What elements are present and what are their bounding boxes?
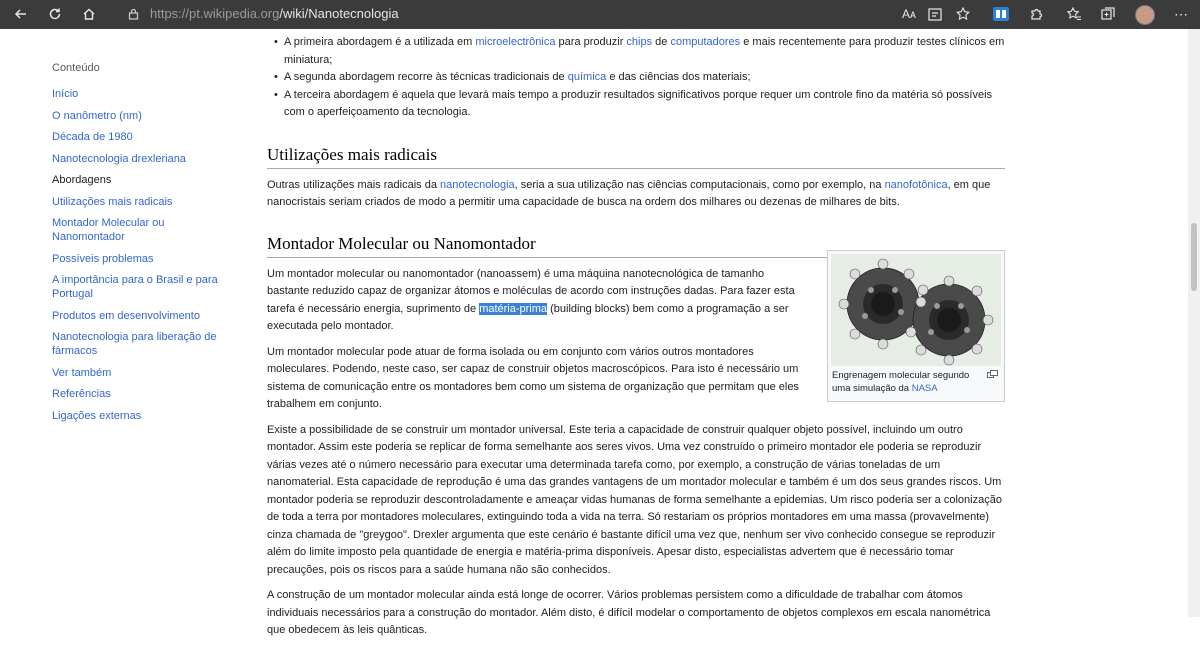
link-nanofotonica[interactable]: nanofotônica bbox=[884, 178, 948, 191]
link-nasa[interactable]: NASA bbox=[911, 383, 938, 394]
scrollbar-thumb[interactable] bbox=[1191, 223, 1197, 291]
link-materia-prima[interactable]: matéria-prima bbox=[479, 302, 548, 315]
list-item: • A terceira abordagem é aquela que levará mais tempo a produzir resultados significativos porque requer um controle fino da matéria só possíveis com o aperfeiçoamento da tecnologia. bbox=[267, 87, 1005, 122]
link-microelectronica[interactable]: microelectrônica bbox=[475, 36, 556, 48]
immersive-reader-icon[interactable] bbox=[922, 2, 948, 26]
paragraph-montador-3: Existe a possibilidade de se construir um montador universal. Este teria a capacidade de construir qualquer objeto possível, incluindo um outro montador. Assim este poderia se replicar de forma semelhante aos seres vivos. Uma vez construído o primeiro montador ele poderia se reproduzir várias vezes até o número necessário para executar uma determinada tarefa como, por exemplo, a construção de várias toneladas de um nanomaterial. Esta capacidade de reprodução é uma das grandes vantagens de um montador molecular e também é um dos seus grandes riscos. Um montador poderia se reproduzir descontroladamente e ameaçar vidas humanas de forma semelhante a epidemias. Um risco poderia ser a colonização de toda a terra por montadores moleculares, extinguindo toda a vida na terra. Só restariam os próprios montadores em uma massa (provavelmente) cinza chamada de "greygoo". Drexler argumenta que este cenário é bastante difícil uma vez que, nenhum ser vivo conhecido consegue se reproduzir além do limite imposto pela quantidade de energia e matéria-prima disponíveis. Apesar disto, especialistas advertem que é necessário tomar precauções, pois os riscos para a saúde humana não são conhecidos. bbox=[267, 423, 1002, 576]
paragraph-montador-4: A construção de um montador molecular ainda está longe de ocorrer. Vários problemas persistem como a dificuldade de trabalhar com átomos individuais necessários para a construção do montador. Além disto, é difícil modelar o comportamento de objetos complexos em escala nanométrica que obedecem às leis quânticas. bbox=[267, 589, 991, 636]
enlarge-icon[interactable] bbox=[987, 370, 998, 381]
link-nanotecnologia[interactable]: nanotecnologia bbox=[440, 178, 515, 191]
toc-item-montador-molecular[interactable]: Montador Molecular ou Nanomontador bbox=[52, 217, 165, 243]
link-quimica[interactable]: química bbox=[567, 71, 607, 83]
lock-icon[interactable] bbox=[120, 2, 146, 26]
toc-item-importancia-brasil-portugal[interactable]: A importância para o Brasil e para Portugal bbox=[52, 274, 218, 300]
toc-item-produtos-desenvolvimento[interactable]: Produtos em desenvolvimento bbox=[52, 309, 200, 322]
home-icon[interactable] bbox=[76, 2, 102, 26]
read-aloud-label: Aᴀ bbox=[902, 7, 916, 21]
toc-title: Conteúdo bbox=[52, 62, 100, 74]
toc-item-nanometro[interactable]: O nanômetro (nm) bbox=[52, 109, 142, 122]
section-heading-utilizacoes: Utilizações mais radicais bbox=[267, 144, 1005, 169]
url-path: /wiki/Nanotecnologia bbox=[279, 6, 399, 21]
extension-reader-icon[interactable] bbox=[988, 2, 1014, 26]
url-host: https://pt.wikipedia.org bbox=[150, 6, 280, 21]
list-item: • A segunda abordagem recorre às técnicas tradicionais de química e das ciências dos materiais; bbox=[267, 69, 1005, 87]
favorites-icon[interactable] bbox=[1061, 2, 1087, 26]
page-scrollbar[interactable] bbox=[1188, 29, 1200, 617]
approaches-list bbox=[267, 34, 1005, 122]
back-icon[interactable] bbox=[8, 2, 34, 26]
section-heading-montador: Montador Molecular ou Nanomontador bbox=[267, 233, 1005, 258]
read-aloud-icon[interactable] bbox=[896, 2, 922, 26]
figure-molecular-gear bbox=[827, 250, 1005, 402]
paragraph-montador-2: Um montador molecular pode atuar de forma isolada ou em conjunto com vários outros montadores moleculares. Podendo, neste caso, ser capaz de construir objetos macroscópicos. Para isto é necessário um sistema de comunicação entre os montadores bem como um sistema de organização que permitam que eles trabalhem em conjunto. bbox=[267, 345, 799, 410]
more-menu-icon[interactable]: ⋯ bbox=[1174, 5, 1188, 22]
favorite-add-icon[interactable] bbox=[950, 2, 976, 26]
browser-toolbar bbox=[0, 0, 1200, 29]
toc-item-referencias[interactable]: Referências bbox=[52, 388, 111, 400]
paragraph-utilizacoes: Outras utilizações mais radicais da nanotecnologia, seria a sua utilização nas ciências computacionais, como por exemplo, na nanofotônica, em que nanocristais seriam criados de modo a permitir uma capacidade de busca na ordem dos milhares ou dezenas de milhares de bits. bbox=[267, 178, 991, 208]
toc-item-ver-tambem[interactable]: Ver também bbox=[52, 366, 112, 379]
list-item: • A primeira abordagem é a utilizada em microelectrônica para produzir chips de computadores e mais recentemente para produzir testes clínicos em miniatura; bbox=[267, 34, 1005, 69]
table-of-contents bbox=[52, 62, 222, 430]
profile-avatar[interactable] bbox=[1135, 5, 1155, 25]
toc-item-utilizacoes-radicais[interactable]: Utilizações mais radicais bbox=[52, 195, 173, 208]
molecular-gear-image[interactable] bbox=[831, 254, 1001, 366]
collections-icon[interactable] bbox=[1095, 2, 1121, 26]
toc-item-ligacoes-externas[interactable]: Ligações externas bbox=[52, 409, 142, 422]
toc-item-liberacao-farmacos[interactable]: Nanotecnologia para liberação de fármacos bbox=[52, 331, 217, 357]
url-text[interactable] bbox=[150, 6, 399, 21]
toc-item-nanotecnologia-drexleriana[interactable]: Nanotecnologia drexleriana bbox=[52, 152, 186, 165]
toc-item-inicio[interactable]: Início bbox=[52, 88, 79, 100]
toc-item-abordagens[interactable]: Abordagens bbox=[52, 174, 112, 186]
refresh-icon[interactable] bbox=[42, 2, 68, 26]
address-bar[interactable] bbox=[114, 3, 984, 25]
link-chips[interactable]: chips bbox=[626, 36, 653, 48]
toc-item-possiveis-problemas[interactable]: Possíveis problemas bbox=[52, 252, 154, 265]
link-computadores[interactable]: computadores bbox=[670, 36, 741, 48]
figure-caption: Engrenagem molecular segundo uma simulação da NASA bbox=[832, 370, 970, 394]
paragraph-montador-1: Um montador molecular ou nanomontador (nanoassem) é uma máquina nanotecnológica de tamanho bastante reduzido capaz de organizar átomos e moléculas de acordo com instruções dadas. Para fazer esta tarefa é necessário energia, suprimento de matéria-prima (building blocks) bem como a programação a ser executada pelo montador. bbox=[267, 267, 795, 332]
toc-item-decada-1980[interactable]: Década de 1980 bbox=[52, 131, 133, 143]
extensions-icon[interactable] bbox=[1023, 2, 1049, 26]
